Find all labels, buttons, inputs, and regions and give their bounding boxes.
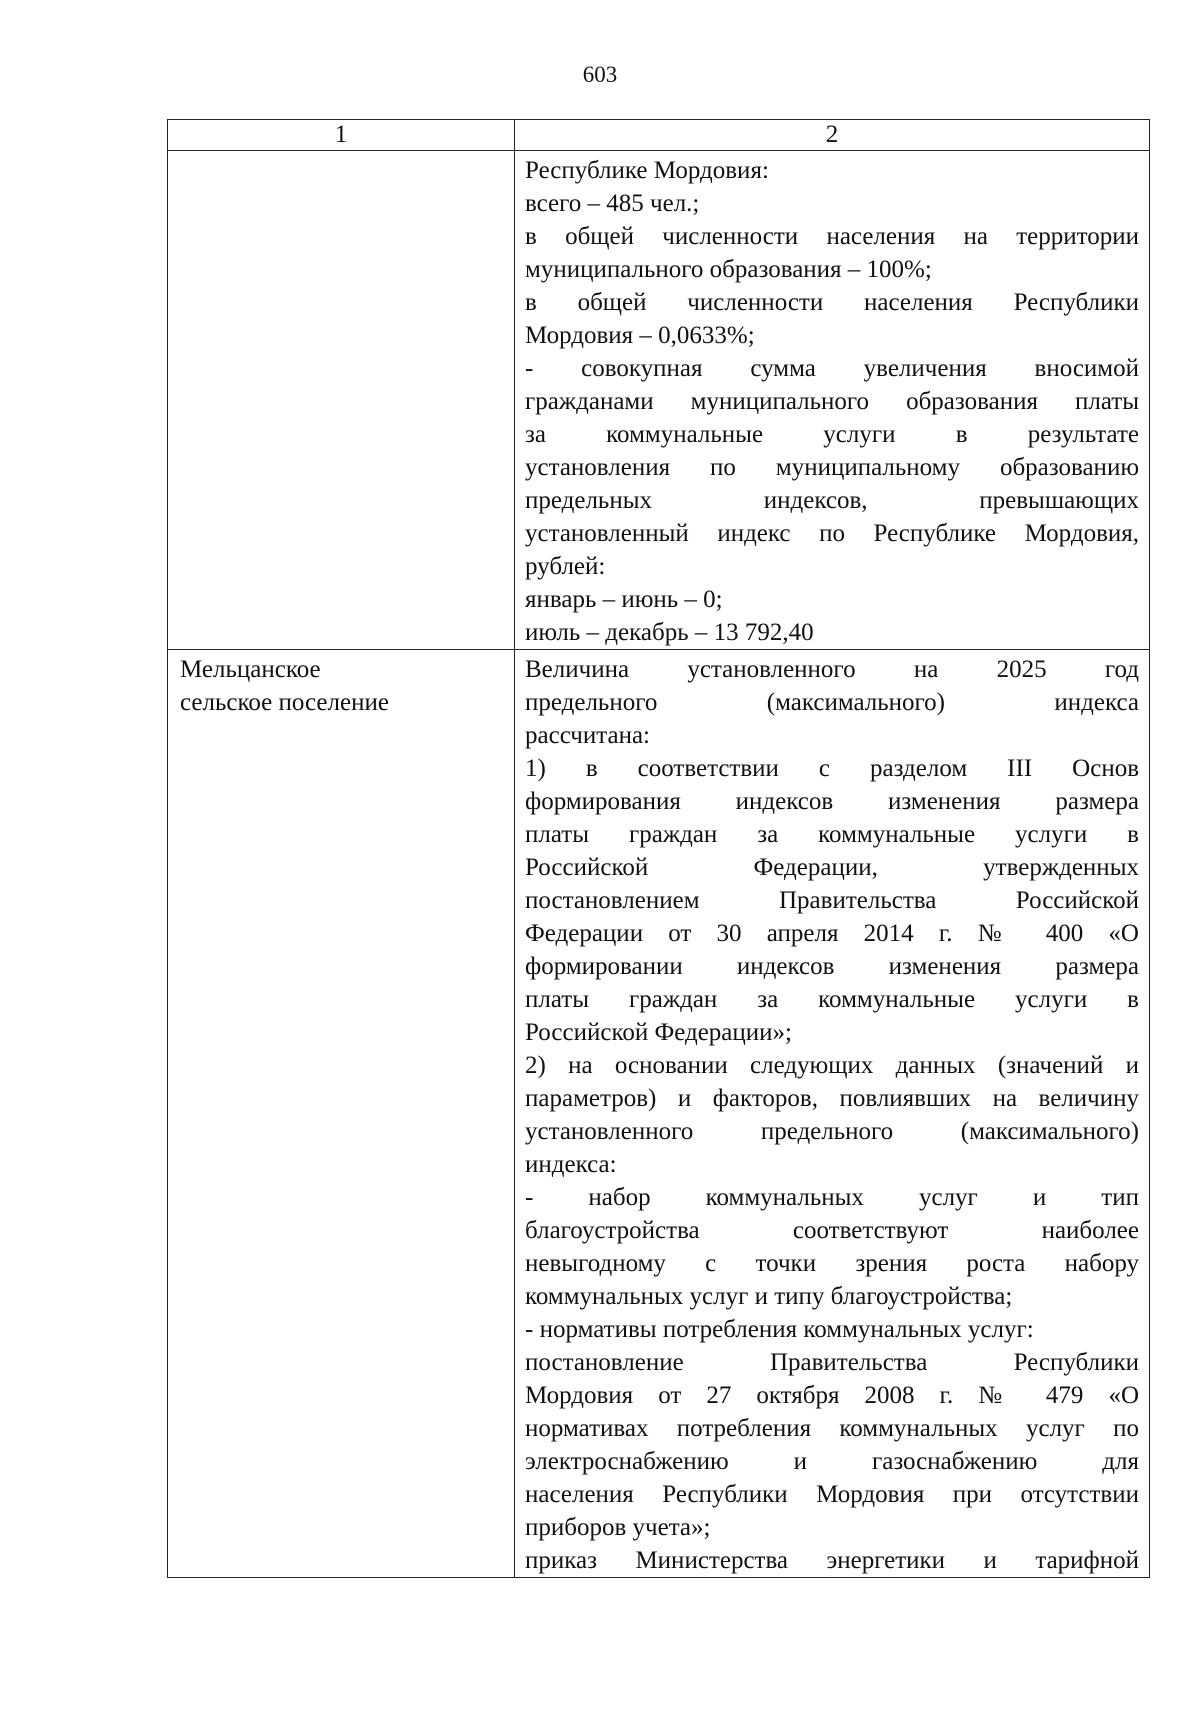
table-row <box>168 151 1150 650</box>
text-line: коммунальных услуг и типу благоустройства; <box>525 1283 1013 1310</box>
text-line: установленного предельного (максимального) <box>525 1118 1139 1145</box>
page-number: 603 <box>582 62 618 87</box>
text-line: установления по муниципальному образованию <box>525 454 1139 481</box>
text-line: муниципального образования – 100%; <box>525 256 932 283</box>
municipality-cell <box>168 151 515 650</box>
text-line: приказ Министерства энергетики и тарифной <box>525 1547 1139 1574</box>
text-line: Мордовия от 27 октября 2008 г. № 479 «О <box>525 1382 1139 1409</box>
text-line: формировании индексов изменения размера <box>525 953 1139 980</box>
text-line: постановлением Правительства Российской <box>525 887 1139 914</box>
description-cell <box>515 151 1150 650</box>
text-line: январь – июнь – 0; <box>525 586 723 613</box>
text-line: нормативах потребления коммунальных услуг по <box>525 1415 1139 1442</box>
text-line: Республике Мордовия: <box>525 157 769 184</box>
text-line: постановление Правительства Республики <box>525 1349 1139 1376</box>
municipality-name-line: Мельцанское <box>180 656 321 683</box>
text-line: - набор коммунальных услуг и тип <box>525 1184 1139 1211</box>
text-line: - совокупная сумма увеличения вносимой <box>525 355 1139 382</box>
text-line: Мордовия – 0,0633%; <box>525 322 755 349</box>
text-line: рассчитана: <box>525 722 650 749</box>
municipality-name-line: сельское поселение <box>180 689 389 716</box>
column-header-2: 2 <box>515 120 1150 151</box>
column-header-1: 1 <box>168 120 515 151</box>
text-line: платы граждан за коммунальные услуги в <box>525 821 1139 848</box>
text-line: июль – декабрь – 13 792,40 <box>525 619 814 646</box>
text-line: благоустройства соответствуют наиболее <box>525 1217 1139 1244</box>
text-line: установленный индекс по Республике Мордовия, <box>525 520 1139 547</box>
text-line: параметров) и факторов, повлиявших на величину <box>525 1085 1139 1112</box>
text-line: Российской Федерации»; <box>525 1019 792 1046</box>
text-line: 1) в соответствии с разделом III Основ <box>525 755 1139 782</box>
text-line: в общей численности населения на территории <box>525 223 1139 250</box>
text-line: 2) на основании следующих данных (значений и <box>525 1052 1139 1079</box>
text-line: Федерации от 30 апреля 2014 г. № 400 «О <box>525 920 1139 947</box>
municipality-cell <box>168 650 515 1578</box>
text-line: гражданами муниципального образования платы <box>525 388 1139 415</box>
text-line: приборов учета»; <box>525 1514 711 1541</box>
document-table <box>167 119 1150 1578</box>
table-row <box>168 650 1150 1578</box>
text-line: - нормативы потребления коммунальных услуг: <box>525 1316 1034 1343</box>
text-line: Величина установленного на 2025 год <box>525 656 1139 683</box>
table-header-row <box>168 120 1150 151</box>
text-line: индекса: <box>525 1151 617 1178</box>
text-line: электроснабжению и газоснабжению для <box>525 1448 1139 1475</box>
text-line: рублей: <box>525 553 606 580</box>
text-line: предельного (максимального) индекса <box>525 689 1139 716</box>
text-line: формирования индексов изменения размера <box>525 788 1139 815</box>
text-line: предельных индексов, превышающих <box>525 487 1139 514</box>
description-cell <box>515 650 1150 1578</box>
text-line: в общей численности населения Республики <box>525 289 1139 316</box>
text-line: Российской Федерации, утвержденных <box>525 854 1139 881</box>
text-line: за коммунальные услуги в результате <box>525 421 1139 448</box>
text-line: платы граждан за коммунальные услуги в <box>525 986 1139 1013</box>
text-line: всего – 485 чел.; <box>525 190 700 217</box>
text-line: невыгодному с точки зрения роста набору <box>525 1250 1139 1277</box>
text-line: населения Республики Мордовия при отсутствии <box>525 1481 1139 1508</box>
